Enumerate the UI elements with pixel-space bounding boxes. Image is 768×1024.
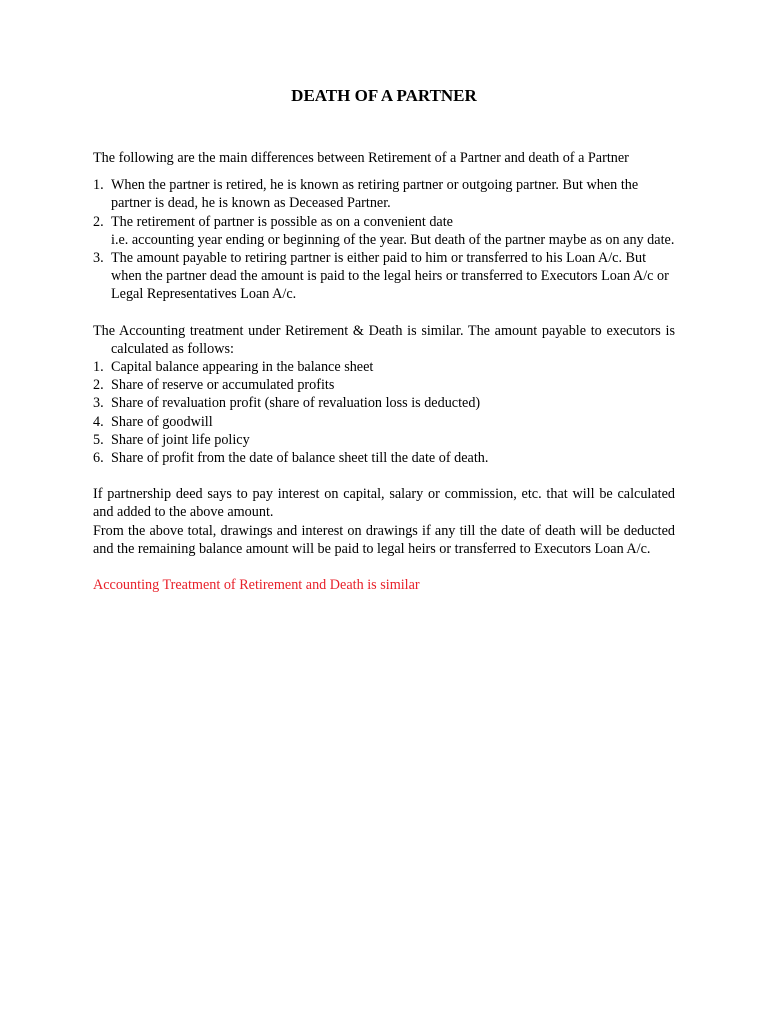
list-number: 5. xyxy=(93,431,104,448)
difference-text-line2: i.e. accounting year ending or beginning of the year. But death of the partner maybe as on any date. xyxy=(111,231,675,248)
difference-item-1 xyxy=(93,176,675,212)
amount-item xyxy=(93,376,675,394)
amount-items-list xyxy=(93,358,675,467)
page-title: DEATH OF A PARTNER xyxy=(291,86,477,105)
amount-item xyxy=(93,449,675,467)
list-number: 1. xyxy=(93,359,104,376)
list-number: 1. xyxy=(93,177,104,194)
amount-item-text: Share of profit from the date of balance sheet till the date of death. xyxy=(111,450,489,467)
treatment-intro: The Accounting treatment under Retirement & Death is similar. The amount payable to executors is calculated as follows: xyxy=(93,322,675,357)
spacer xyxy=(93,304,675,322)
amount-item-text: Share of goodwill xyxy=(111,413,213,430)
spacer xyxy=(93,558,675,576)
amount-item xyxy=(93,394,675,412)
difference-text-line1: The retirement of partner is possible as on a convenient date xyxy=(111,213,453,230)
amount-item xyxy=(93,358,675,376)
spacer xyxy=(93,467,675,485)
amount-item-text: Capital balance appearing in the balance sheet xyxy=(111,359,374,376)
list-number: 3. xyxy=(93,250,104,267)
list-number: 2. xyxy=(93,213,104,230)
difference-text: When the partner is retired, he is known as retiring partner or outgoing partner. But when the partner is dead, he is known as Deceased Partner. xyxy=(111,177,639,212)
list-number: 2. xyxy=(93,377,104,394)
amount-item-text: Share of reserve or accumulated profits xyxy=(111,377,335,394)
amount-item xyxy=(93,431,675,449)
list-number: 6. xyxy=(93,450,104,467)
differences-list xyxy=(93,176,675,303)
amount-item-text: Share of joint life policy xyxy=(111,431,250,448)
drawings-paragraph: From the above total, drawings and interest on drawings if any till the date of death will be deducted and the remaining balance amount will be paid to legal heirs or transferred to Executors Loan A/c. xyxy=(93,522,675,557)
list-number: 3. xyxy=(93,395,104,412)
amount-item xyxy=(93,413,675,431)
intro-text: The following are the main differences between Retirement of a Partner and death of a Partner xyxy=(93,150,629,166)
document-body xyxy=(93,149,675,594)
amount-item-text: Share of revaluation profit (share of revaluation loss is deducted) xyxy=(111,395,481,412)
difference-item-3 xyxy=(93,249,675,304)
difference-text: The amount payable to retiring partner is either paid to him or transferred to his Loan A/c. But when the partner dead the amount is paid to the legal heirs or transferred to Executors Loan A/c or Legal Representatives Loan A/c. xyxy=(111,250,669,303)
conclusion-text: Accounting Treatment of Retirement and Death is similar xyxy=(93,577,420,594)
difference-item-2 xyxy=(93,213,675,249)
interest-paragraph: If partnership deed says to pay interest on capital, salary or commission, etc. that will be calculated and added to the above amount. xyxy=(93,486,675,521)
list-number: 4. xyxy=(93,413,104,430)
